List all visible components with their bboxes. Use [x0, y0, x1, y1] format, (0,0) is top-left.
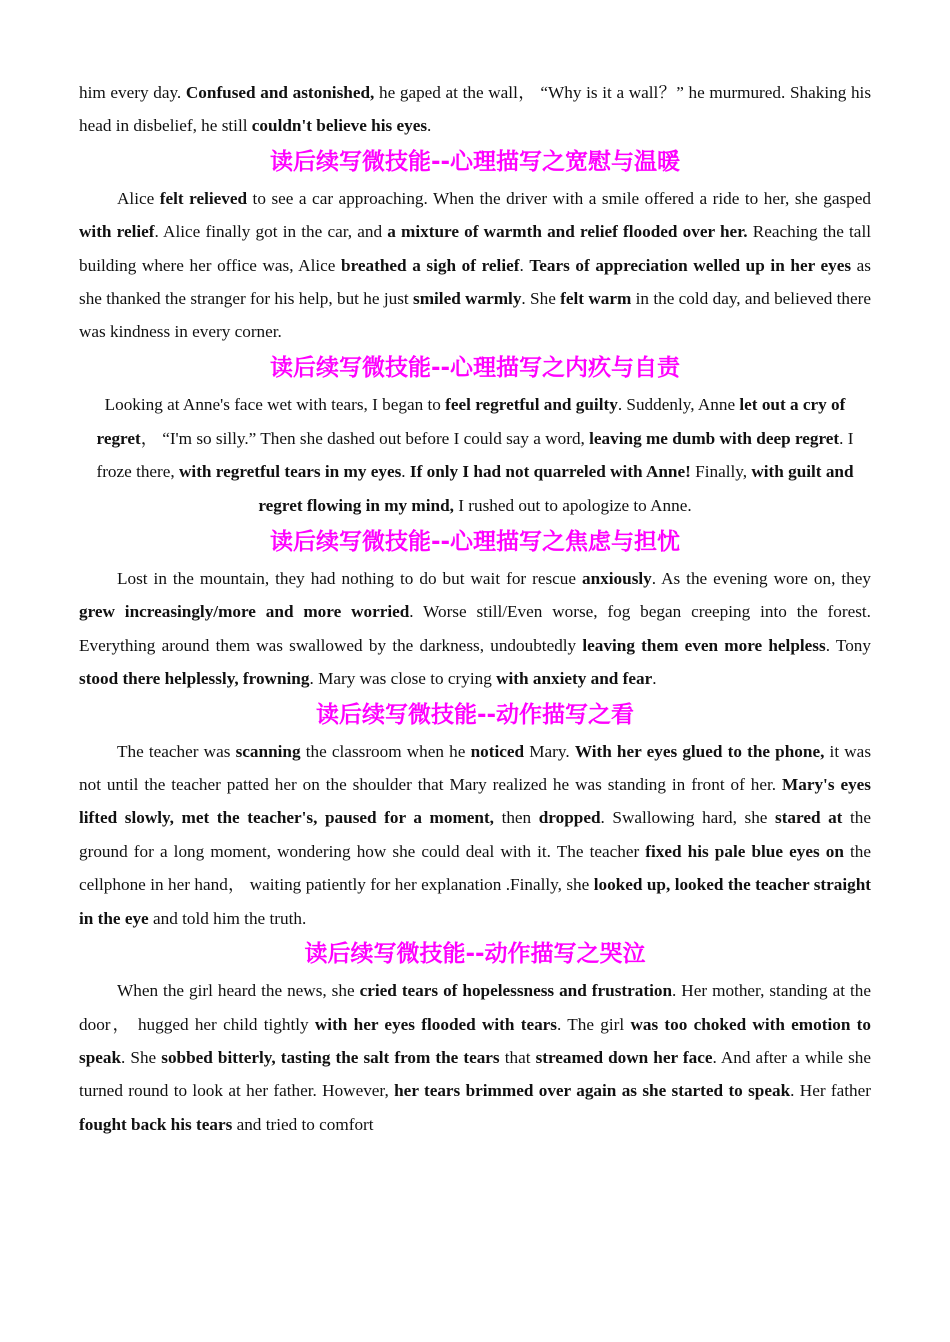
text-run: The teacher was	[117, 741, 236, 761]
bold-phrase: felt warm	[560, 289, 632, 309]
bold-phrase: a mixture of warmth and relief flooded over her.	[387, 222, 748, 242]
text-run: .	[427, 116, 432, 136]
text-run: the cellphone in her hand， waiting patiently for her explanation .Finally, she	[79, 841, 872, 895]
text-run: .	[401, 462, 410, 482]
text-run: and told him the truth.	[148, 908, 307, 928]
paragraph-looking	[79, 735, 871, 935]
bold-phrase: with guilt and regret flowing in my mind,	[258, 462, 854, 516]
text-run: . And after a while she turned round to look at her father. However,	[79, 1047, 871, 1101]
text-run: . She	[121, 1047, 162, 1067]
text-run: . Alice finally got in the car, and	[154, 222, 388, 242]
text-run: Alice	[117, 188, 160, 208]
bold-phrase: breathed a sigh of relief	[341, 255, 520, 275]
text-run: . I froze there,	[96, 428, 854, 482]
bold-phrase: noticed	[470, 741, 525, 761]
bold-phrase: was too choked with emotion to speak	[79, 1014, 871, 1067]
text-run: Mary.	[524, 741, 575, 761]
text-run: . Worse still/Even worse, fog began creeping into the forest. Everything around them was swallowed by the darkness, undoubtedly	[79, 602, 871, 655]
bold-phrase: leaving me dumb with deep regret	[589, 428, 840, 448]
bold-phrase: with relief	[79, 222, 155, 242]
heading-guilt-regret: 读后续写微技能--心理描写之内疚与自责	[269, 354, 681, 381]
text-run: . Her mother, standing at the door， hugged her child tightly	[79, 981, 872, 1034]
paragraph-anxiety	[79, 562, 871, 696]
bold-phrase: couldn't believe his eyes	[251, 116, 428, 136]
bold-phrase: sobbed bitterly, tasting the salt from the tears	[161, 1047, 500, 1067]
intro-paragraph	[79, 76, 871, 143]
heading-anxiety-worry: 读后续写微技能--心理描写之焦虑与担忧	[269, 529, 681, 556]
paragraph-relief	[79, 182, 871, 349]
text-run: to see a car approaching. When the driver with a smile offered a ride to her, she gasped	[247, 188, 871, 208]
bold-phrase: let out a cry of regret	[96, 394, 846, 448]
text-run: . As the evening wore on, they	[651, 569, 871, 589]
text-run: .	[652, 669, 657, 689]
bold-phrase: fought back his tears	[79, 1114, 233, 1134]
text-run: When the girl heard the news, she	[117, 981, 360, 1001]
bold-phrase: fixed his pale blue eyes on	[645, 841, 844, 861]
text-run: . She	[521, 289, 561, 309]
bold-phrase: leaving them even more helpless	[582, 635, 826, 655]
bold-phrase: cried tears of hopelessness and frustration	[359, 981, 673, 1001]
text-run: . Mary was close to crying	[309, 669, 497, 689]
bold-phrase: With her eyes glued to the phone,	[574, 741, 825, 761]
document-page	[79, 76, 871, 1141]
bold-phrase: Tears of appreciation welled up in her eyes	[529, 255, 852, 275]
text-run: .	[519, 255, 530, 275]
text-run: that	[499, 1047, 536, 1067]
text-run: Lost in the mountain, they had nothing to do but wait for rescue	[117, 569, 583, 589]
bold-phrase: smiled warmly	[413, 289, 522, 309]
bold-phrase: her tears brimmed over again as she started to speak	[394, 1081, 791, 1101]
text-run: ， “I'm so silly.” Then she dashed out before I could say a word,	[140, 428, 590, 448]
text-run: . Her father	[790, 1081, 871, 1101]
text-run: it was not until the teacher patted her on the shoulder that Mary realized he was standing in front of her.	[79, 741, 872, 795]
text-run: Finally,	[690, 462, 752, 482]
heading-crying: 读后续写微技能--动作描写之哭泣	[304, 941, 646, 968]
text-run: . The girl	[557, 1014, 631, 1034]
bold-phrase: looked up, looked the teacher straight in the eye	[79, 875, 871, 928]
bold-phrase: with her eyes flooded with tears	[314, 1014, 557, 1034]
text-run: . Suddenly, Anne	[617, 394, 740, 414]
text-run: I rushed out to apologize to Anne.	[453, 496, 692, 516]
text-run: and tried to comfort	[232, 1114, 374, 1134]
heading-relief-warmth: 读后续写微技能--心理描写之宽慰与温暖	[269, 148, 681, 175]
bold-phrase: If only I had not quarreled with Anne!	[409, 462, 691, 482]
text-run: Looking at Anne's face wet with tears, I began to	[104, 394, 446, 414]
bold-phrase: stood there helplessly, frowning	[79, 669, 310, 689]
bold-phrase: streamed down her face	[535, 1047, 713, 1067]
paragraph-crying	[79, 974, 871, 1141]
paragraph-guilt	[79, 388, 871, 523]
bold-phrase: anxiously	[582, 569, 652, 589]
bold-phrase: with anxiety and fear	[496, 669, 653, 689]
bold-phrase: grew increasingly/more and more worried	[79, 602, 410, 622]
text-run: the ground for a long moment, wondering how she could deal with it. The teacher	[79, 808, 871, 861]
text-run: . Swallowing hard, she	[600, 808, 775, 828]
text-run: in the cold day, and believed there was kindness in every corner.	[79, 289, 871, 342]
text-run: he gaped at the wall， “Why is it a wall？” he murmured. Shaking his head in disbelief, he still	[79, 83, 872, 136]
text-run: him every day.	[79, 83, 186, 102]
text-run: the classroom when he	[300, 741, 471, 761]
bold-phrase: feel regretful and guilty	[445, 394, 618, 414]
heading-looking: 读后续写微技能--动作描写之看	[315, 701, 635, 728]
bold-phrase: felt relieved	[159, 188, 248, 208]
text-run: . Tony	[825, 635, 871, 655]
text-run: as she thanked the stranger for his help, but he just	[79, 255, 871, 309]
bold-phrase: dropped	[538, 808, 601, 828]
bold-phrase: Mary's eyes lifted slowly, met the teacher's, paused for a moment,	[79, 775, 871, 828]
bold-phrase: Confused and astonished,	[185, 83, 375, 102]
text-run: Reaching the tall building where her office was, Alice	[79, 222, 871, 275]
bold-phrase: stared at	[775, 808, 843, 828]
bold-phrase: scanning	[235, 741, 301, 761]
text-run: then	[493, 808, 539, 828]
bold-phrase: with regretful tears in my eyes	[179, 462, 402, 482]
